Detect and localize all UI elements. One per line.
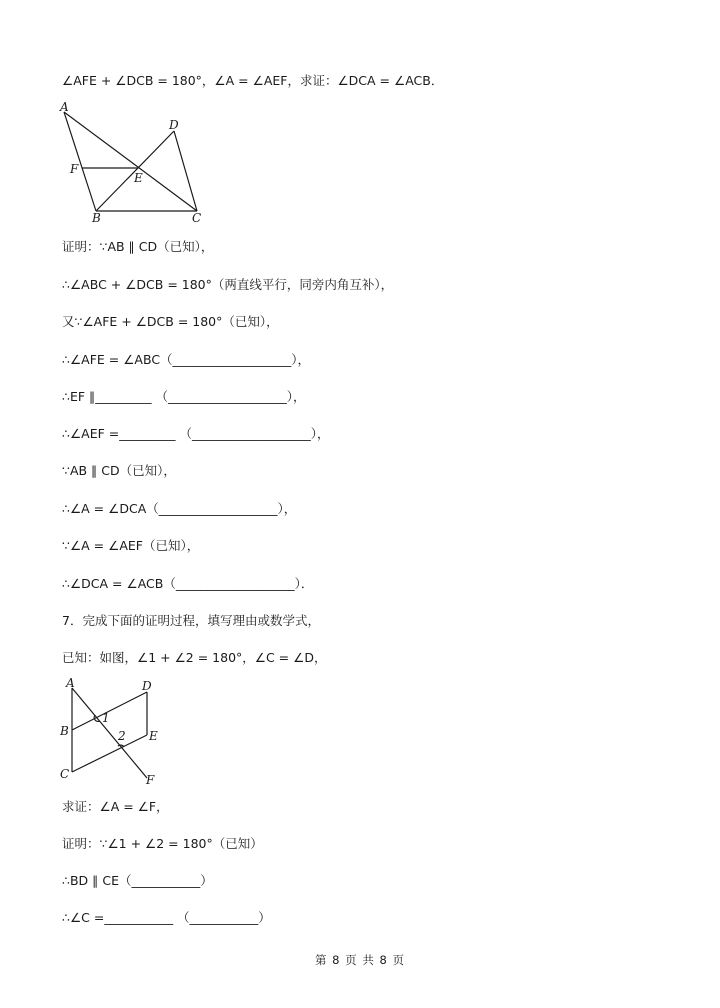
point-label-F: F [70,162,79,176]
point-label-C: C [192,211,202,225]
problem7-title: 7．完成下面的证明过程，填写理由或数学式， [62,613,320,628]
page-footer: 第 8 页 共 8 页 [315,953,405,967]
point-label-F: F [146,773,155,787]
point-label-E: E [149,729,158,743]
segment-AF [72,688,147,778]
problem6-figure [54,98,214,228]
point-label-B: B [60,724,69,738]
problem6-proof-line-10: ∴∠DCA = ∠ACB（___________________）． [62,576,314,591]
point-label-C: C [60,767,70,781]
problem6-proof-line-3: 又∵∠AFE + ∠DCB = 180°（已知）， [62,314,279,329]
problem7-proof-line-1: 证明：∵∠1 + ∠2 = 180°（已知） [62,836,263,851]
problem6-proof-line-8: ∴∠A = ∠DCA（___________________）， [62,501,297,516]
segment-DC [174,131,197,211]
problem6-proof-line-5: ∴EF ∥_________ （___________________）， [62,389,306,404]
problem6-proof-line-6: ∴∠AEF =_________ （___________________）， [62,426,330,441]
problem7-proof-line-3: ∴∠C =___________ （___________） [62,910,271,925]
problem7-proof-line-2: ∴BD ∥ CE（___________） [62,873,213,888]
problem6-proof-line-9: ∵∠A = ∠AEF（已知）， [62,538,200,553]
segment-CE [72,735,147,772]
segment-AB [64,112,96,211]
problem6-proof-line-1: 证明：∵AB ∥ CD（已知）， [62,239,214,254]
point-label-B: B [92,211,101,225]
point-label-E: E [134,171,143,185]
problem7-figure [56,674,176,788]
problem6-proof-line-2: ∴∠ABC + ∠DCB = 180°（两直线平行，同旁内角互补）， [62,277,394,292]
point-label-D: D [169,118,179,132]
angle-label-1: 1 [102,711,110,725]
problem7-given: 已知：如图，∠1 + ∠2 = 180°，∠C = ∠D， [62,650,327,665]
problem6-proof-line-7: ∵AB ∥ CD（已知）， [62,463,176,478]
point-label-D: D [142,679,152,693]
problem7-prove: 求证：∠A = ∠F， [62,799,169,814]
point-label-A: A [60,100,69,114]
problem6-proof-line-4: ∴∠AFE = ∠ABC（___________________）， [62,352,311,367]
angle-label-2: 2 [118,729,126,743]
problem6-statement: ∠AFE + ∠DCB = 180°，∠A = ∠AEF，求证：∠DCA = ∠ACB． [62,73,444,88]
point-label-A: A [66,676,75,690]
